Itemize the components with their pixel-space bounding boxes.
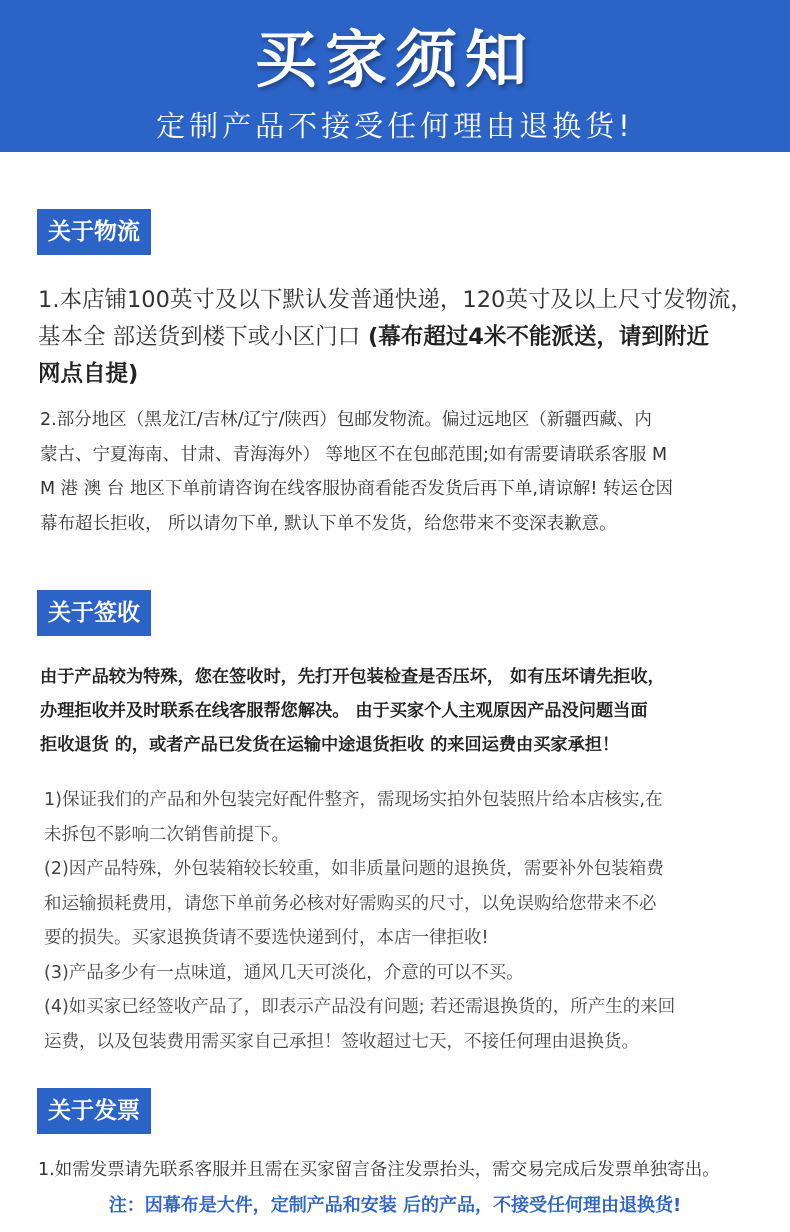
- section-tag-logistics: 关于物流: [37, 209, 151, 255]
- receipt-bold-line: 由于产品较为特殊，您在签收时，先打开包装检查是否压坏， 如有压坏请先拒收，: [40, 667, 665, 687]
- receipt-item-line: 要的损失。买家退换货请不要选快递到付，本店一律拒收!: [44, 928, 489, 948]
- invoice-line: 1.如需发票请先联系客服并且需在买家留言备注发票抬头，需交易完成后发票单独寄出。: [38, 1160, 720, 1180]
- logistics-p1-line3: 网点自提): [38, 361, 139, 387]
- receipt-items: [44, 783, 675, 1059]
- receipt-item-line: (2)因产品特殊，外包装箱较长较重，如非质量问题的退换货，需要补外包装箱费: [44, 859, 664, 879]
- logistics-p1-line2-normal: 基本全 部送货到楼下或小区门口: [38, 324, 361, 350]
- section-tag-receipt: 关于签收: [37, 590, 151, 636]
- section-tag-invoice: 关于发票: [37, 1088, 151, 1134]
- logistics-paragraph-1: [38, 282, 753, 393]
- page-title: 买家须知: [254, 23, 535, 96]
- footer-note: 注：因幕布是大件，定制产品和安装 后的产品，不接受任何理由退换货!: [108, 1195, 682, 1216]
- logistics-paragraph-2: [40, 403, 673, 541]
- page-subtitle: 定制产品不接受任何理由退换货!: [156, 109, 634, 143]
- header-banner: [0, 0, 790, 152]
- logistics-p1-line2-bold: (幕布超过4米不能派送，请到附近: [360, 324, 709, 350]
- logistics-p1-line2: [38, 319, 753, 356]
- receipt-item-line: 和运输损耗费用，请您下单前务必核对好需购买的尺寸，以免误购给您带来不必: [44, 893, 657, 914]
- receipt-bold-line: 办理拒收并及时联系在线客服帮您解决。 由于买家个人主观原因产品没问题当面: [40, 701, 648, 721]
- receipt-item-line: 运费，以及包装费用需买家自己承担！签收超过七天，不接任何理由退换货。: [44, 1031, 639, 1052]
- logistics-p1-line1: 1.本店铺100英寸及以下默认发普通快递，120英寸及以上尺寸发物流，: [38, 287, 753, 313]
- receipt-bold-line: 拒收退货 的，或者产品已发货在运输中途退货拒收 的来回运费由买家承担！: [40, 735, 620, 755]
- receipt-item-line: (3)产品多少有一点味道，通风几天可淡化，介意的可以不买。: [44, 962, 524, 983]
- receipt-item-line: (4)如买家已经签收产品了，即表示产品没有问题; 若还需退换货的，所产生的来回: [44, 997, 676, 1017]
- logistics-p2-line: 2.部分地区（黑龙江/吉林/辽宁/陕西）包邮发物流。偏过远地区（新疆西藏、内: [40, 410, 652, 430]
- logistics-p2-line: M 港 澳 台 地区下单前请咨询在线客服协商看能否发货后再下单,请谅解! 转运仓因: [40, 479, 673, 499]
- logistics-p2-line: 幕布超长拒收， 所以请勿下单, 默认下单不发货，给您带来不变深表歉意。: [40, 513, 617, 534]
- logistics-p2-line: 蒙古、宁夏海南、甘肃、青海海外） 等地区不在包邮范围;如有需要请联系客服 M: [40, 444, 668, 465]
- receipt-item-line: 未拆包不影响二次销售前提下。: [44, 824, 289, 845]
- receipt-item-line: 1)保证我们的产品和外包装完好配件整齐，需现场实拍外包装照片给本店核实,在: [44, 790, 663, 810]
- receipt-bold-paragraph: [40, 660, 665, 762]
